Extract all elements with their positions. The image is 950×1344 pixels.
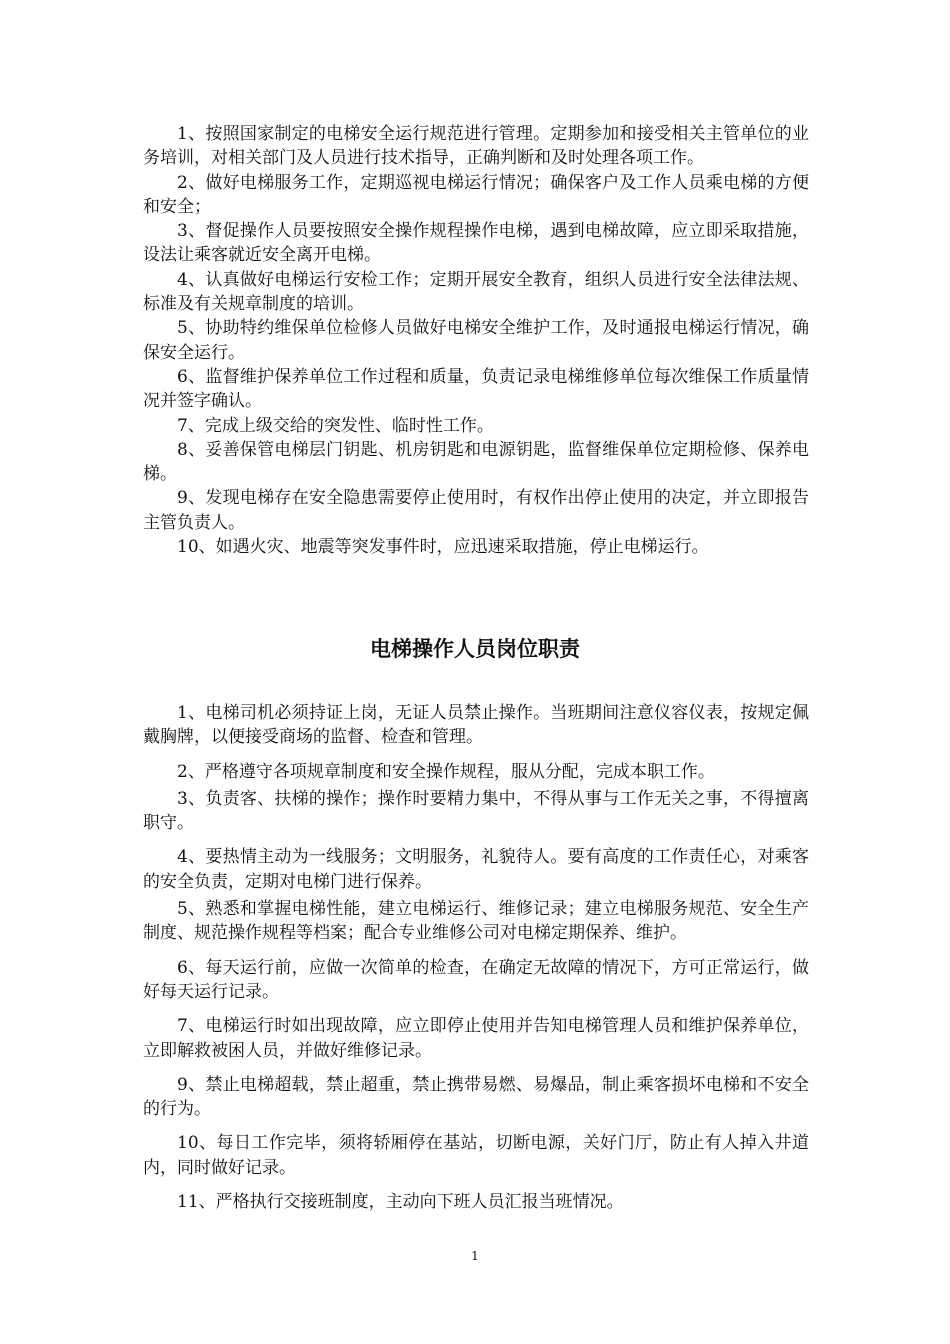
operator-item-9: 9、禁止电梯超载，禁止超重，禁止携带易燃、易爆品，制止乘客损坏电梯和不安全的行为。 — [143, 1074, 809, 1120]
operator-item-10: 10、每日工作完毕，须将轿厢停在基站，切断电源，关好门厅，防止有人掉入井道内，同时做好记录。 — [143, 1133, 809, 1178]
duty-item-5: 5、协助特约维保单位检修人员做好电梯安全维护工作，及时通报电梯运行情况，确保安全运行。 — [143, 318, 809, 363]
duty-item-6: 6、监督维护保养单位工作过程和质量，负责记录电梯维修单位每次维保工作质量情况并签字确认。 — [143, 366, 809, 412]
manager-duties-list — [143, 122, 809, 559]
duty-item-7: 7、完成上级交给的突发性、临时性工作。 — [177, 415, 494, 436]
page-number: 1 — [471, 1249, 479, 1263]
duty-item-8: 8、妥善保管电梯层门钥匙、机房钥匙和电源钥匙，监督维保单位定期检修、保养电梯。 — [143, 439, 809, 485]
operator-item-6: 6、每天运行前，应做一次简单的检查，在确定无故障的情况下，方可正常运行，做好每天运行记录。 — [143, 957, 809, 1002]
duty-item-3: 3、督促操作人员要按照安全操作规程操作电梯，遇到电梯故障，应立即采取措施，设法让乘客就近安全离开电梯。 — [143, 221, 809, 266]
duty-item-1: 1、按照国家制定的电梯安全运行规范进行管理。定期参加和接受相关主管单位的业务培训，对相关部门及人员进行技术指导，正确判断和及时处理各项工作。 — [143, 124, 809, 169]
duty-item-10: 10、如遇火灾、地震等突发事件时，应迅速采取措施，停止电梯运行。 — [177, 537, 709, 558]
operator-item-4: 4、要热情主动为一线服务；文明服务，礼貌待人。要有高度的工作责任心，对乘客的安全负责，定期对电梯门进行保养。 — [143, 847, 809, 892]
operator-item-7: 7、电梯运行时如出现故障，应立即停止使用并告知电梯管理人员和维护保养单位，立即解救被困人员，并做好维修记录。 — [143, 1016, 809, 1061]
operator-item-2: 2、严格遵守各项规章制度和安全操作规程，服从分配，完成本职工作。 — [177, 761, 715, 782]
operator-duties-list — [143, 701, 809, 1224]
duty-item-9: 9、发现电梯存在安全隐患需要停止使用时，有权作出停止使用的决定，并立即报告主管负责人。 — [143, 488, 809, 533]
section-heading: 电梯操作人员岗位职责 — [370, 637, 580, 661]
operator-item-11: 11、严格执行交接班制度，主动向下班人员汇报当班情况。 — [177, 1192, 624, 1213]
operator-item-3: 3、负责客、扶梯的操作；操作时要精力集中，不得从事与工作无关之事，不得擅离职守。 — [143, 788, 809, 834]
duty-item-2: 2、做好电梯服务工作，定期巡视电梯运行情况；确保客户及工作人员乘电梯的方便和安全； — [143, 172, 809, 217]
operator-item-5: 5、熟悉和掌握电梯性能，建立电梯运行、维修记录；建立电梯服务规范、安全生产制度、规范操作规程等档案；配合专业维修公司对电梯定期保养、维护。 — [143, 899, 809, 944]
duty-item-4: 4、认真做好电梯运行安检工作；定期开展安全教育，组织人员进行安全法律法规、标准及有关规章制度的培训。 — [143, 269, 809, 315]
operator-item-1: 1、电梯司机必须持证上岗，无证人员禁止操作。当班期间注意仪容仪表，按规定佩戴胸牌，以便接受商场的监督、检查和管理。 — [143, 703, 809, 748]
